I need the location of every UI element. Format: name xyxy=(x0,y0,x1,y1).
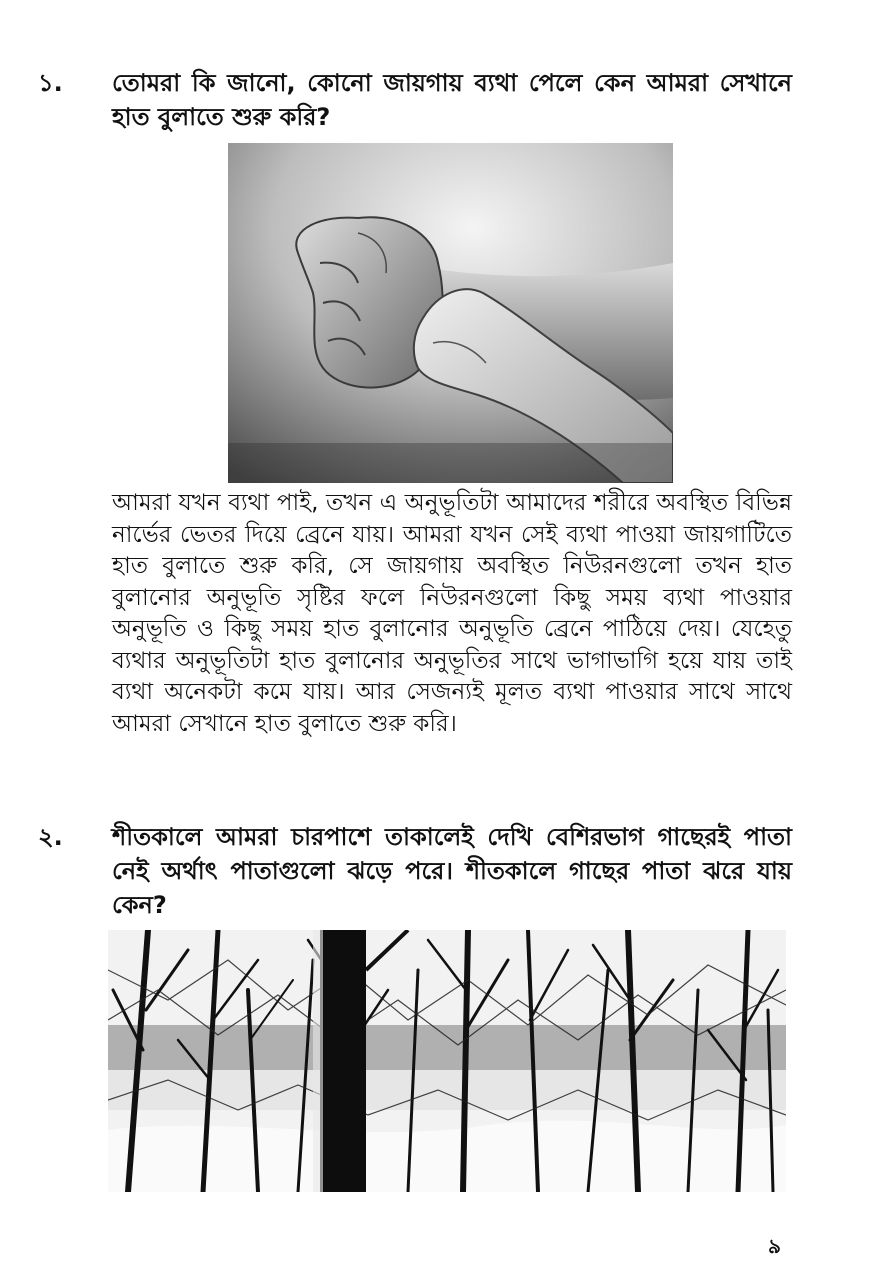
hand-rubbing-fist-photo xyxy=(228,143,673,483)
page-number: ৯ xyxy=(768,1234,781,1258)
question-2-text: শীতকালে আমরা চারপাশে তাকালেই দেখি বেশিরভাগ গাছেরই পাতা নেই অর্থাৎ পাতাগুলো ঝড়ে পরে। শীতকালে গাছের পাতা ঝরে যায় কেন? xyxy=(112,823,792,919)
winter-bare-trees-photo xyxy=(108,930,786,1192)
question-2-number: ২. xyxy=(38,823,63,851)
question-1-number: ১. xyxy=(38,69,63,97)
answer-1-text: আমরা যখন ব্যথা পাই, তখন এ অনুভূতিটা আমাদের শরীরে অবস্থিত বিভিন্ন নার্ভের ভেতর দিয়ে ব্রেনে যায়। আমরা যখন সেই ব্যথা পাওয়া জায়গাটিতে হাত বুলাতে শুরু করি, সে জায়গায় অবস্থিত নিউরনগুলো তখন হাত বুলানোর অনুভূতি সৃষ্টির ফলে নিউরনগুলো কিছু সময় ব্যথা পাওয়ার অনুভূতি ও কিছু সময় হাত বুলানোর অনুভূতি ব্রেনে পাঠিয়ে দেয়। যেহেতু ব্যথার অনুভূতিটা হাত বুলানোর অনুভূতির সাথে ভাগাভাগি হয়ে যায় তাই ব্যথা অনেকটা কমে যায়। আর সেজন্যই মূলত ব্যথা পাওয়ার সাথে সাথে আমরা সেখানে হাত বুলাতে শুরু করি। xyxy=(112,490,792,737)
question-1-text: তোমরা কি জানো, কোনো জায়গায় ব্যথা পেলে কেন আমরা সেখানে হাত বুলাতে শুরু করি? xyxy=(112,69,792,131)
